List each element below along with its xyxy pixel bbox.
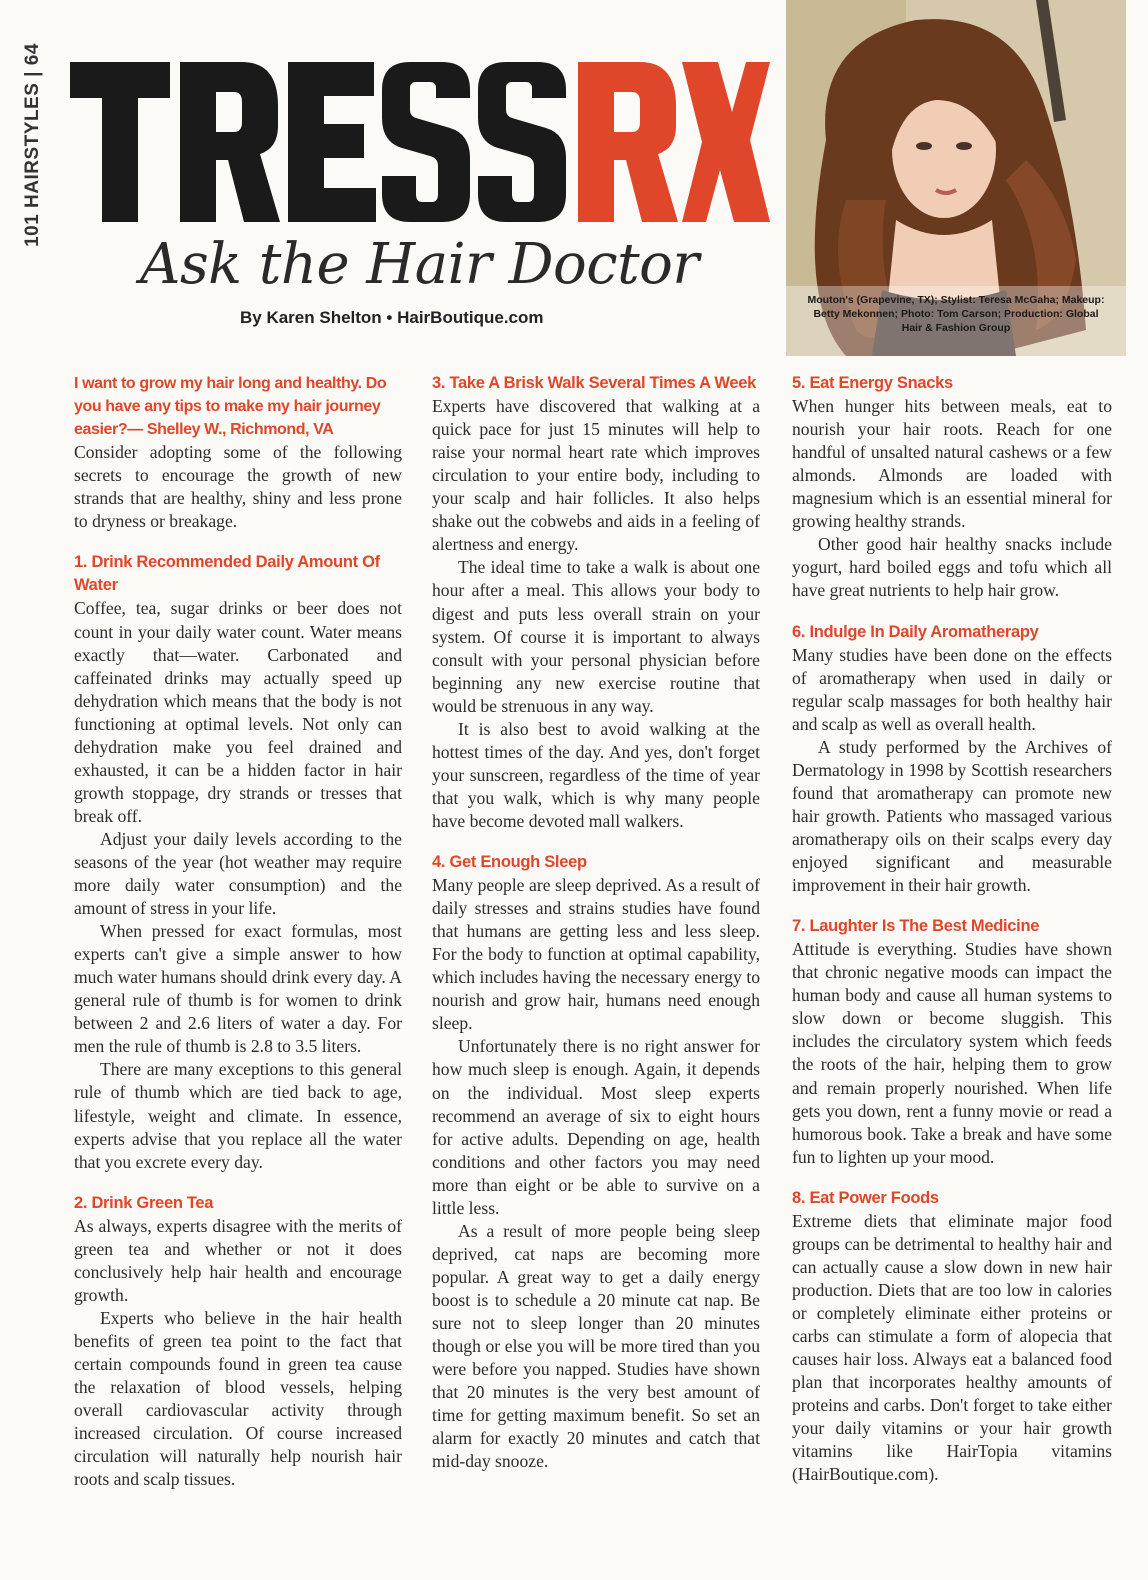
- page-subtitle: Ask the Hair Doctor: [140, 232, 699, 297]
- tip-5-paragraph-b: Other good hair healthy snacks include yogurt, hard boiled eggs and tofu which all have great nutrients to help hair grow.: [792, 534, 1112, 601]
- tip-2-heading: 2. Drink Green Tea: [74, 1193, 214, 1212]
- article-column-2: [432, 372, 760, 1473]
- tip-3-paragraph-a: Experts have discovered that walking at a quick pace for just 15 minutes will help to raise your normal heart rate which improves circulation to your entire body, including to your scalp and hair follicles. It also helps shake out the cobwebs and aids in a feeling of alertness and energy.: [432, 396, 760, 555]
- tip-3-paragraph-b: The ideal time to take a walk is about one hour after a meal. This allows your body to digest and puts less overall strain on your system. Of course it is important to always consult with your personal physician before beginning any new exercise routine that would be strenuous in any way.: [432, 557, 760, 716]
- tip-1-heading: 1. Drink Recommended Daily Amount Of Water: [74, 553, 380, 595]
- tip-6-paragraph-a: Many studies have been done on the effects of aromatherapy when used in daily or regular scalp massages for both healthy hair and scalp as well as overall health.: [792, 644, 1112, 734]
- folio-text: 101 HAIRSTYLES | 64: [22, 43, 43, 247]
- tip-5-heading: 5. Eat Energy Snacks: [792, 374, 953, 392]
- tip-2-paragraph-b: Experts who believe in the hair health benefits of green tea point to the fact that certain compounds found in green tea cause the relaxation of blood vessels, helping overall cardiovascular activity through increased circulation. Of course increased circulation will naturally help nourish hair roots and scalp tissues.: [74, 1307, 402, 1490]
- tip-4-paragraph-a: Many people are sleep deprived. As a result of daily stresses and strains studies have found that humans are getting less and less sleep. For the body to function at optimal capability, which includes having the necessary energy to nourish and grow hair, humans need enough sleep.: [432, 875, 760, 1034]
- tip-4-paragraph-c: As a result of more people being sleep deprived, cat naps are becoming more popular. A great way to get a daily energy boost is to schedule a 20 minute cat nap. Be sure not to sleep longer than 20 minutes though or else you will be more tired than you were before you napped. Studies have shown that 20 minutes is the very best amount of time for getting maximum benefit. So set an alarm for exactly 20 minutes and catch that mid-day snooze.: [432, 1220, 760, 1472]
- logo-glyph-e1: [288, 62, 376, 222]
- tip-1-paragraph-b: Adjust your daily levels according to the seasons of the year (hot weather may require more daily water consumption) and the amount of stress in your life.: [74, 828, 402, 919]
- tip-1-paragraph-d: There are many exceptions to this general rule of thumb which are tied back to age, lifestyle, weight and climate. In essence, experts advise that you replace all the water that you excrete every day.: [74, 1059, 402, 1172]
- logo-glyph-s1: [382, 62, 470, 222]
- reader-question: I want to grow my hair long and healthy. Do you have any tips to make my hair journey easier?— Shelley W., Richmond, VA: [74, 375, 387, 439]
- tip-3-heading: 3. Take A Brisk Walk Several Times A Week: [432, 374, 756, 392]
- logo-glyph-s2: [478, 62, 566, 222]
- tip-4-heading: 4. Get Enough Sleep: [432, 852, 587, 871]
- photo-credit: Mouton's (Grapevine, TX); Stylist: Teresa McGaha; Makeup: Betty Mekonnen; Photo: Tom Carson; Production: Global Hair & Fashion Group: [807, 294, 1105, 334]
- logo-glyph-r2: [578, 62, 678, 222]
- logo-letters-tress: [70, 62, 566, 222]
- tip-5-paragraph-a: When hunger hits between meals, eat to nourish your hair roots. Reach for one handful of unsalted natural cashews or a few almonds. Almonds are loaded with magnesium which is an essential mineral for growing healthy strands.: [792, 396, 1112, 532]
- logo-glyph-t1: [70, 62, 170, 222]
- tip-3-paragraph-c: It is also best to avoid walking at the hottest times of the day. And yes, don't forget your sunscreen, regardless of the time of year that you walk, which is why many people have become devoted mall walkers.: [432, 718, 760, 831]
- tip-8-paragraph-a: Extreme diets that eliminate major food groups can be detrimental to healthy hair and can actually cause a slow down in new hair production. Diets that are too low in calories or completely eliminate either proteins or carbs can stimulate a form of alopecia that causes hair loss. Always eat a balanced food plan that incorporates healthy amounts of proteins and carbs. Don't forget to take either your daily vitamins or your hair growth vitamins like HairTopia vitamins (HairBoutique.com).: [792, 1210, 1112, 1485]
- logo-glyph-x: [682, 62, 770, 222]
- tip-1-paragraph-c: When pressed for exact formulas, most experts can't give a simple answer to how much water humans should drink every day. A general rule of thumb is for women to drink between 2 and 2.6 liters of water a day. For men the rule of thumb is 2.8 to 3.5 liters.: [74, 921, 402, 1057]
- tip-6-paragraph-b: A study performed by the Archives of Dermatology in 1998 by Scottish researchers found that aromatherapy can promote new hair growth. Patients who massaged various aromatherapy oils on their scalps every day enjoyed significant and measurable improvement in their hair growth.: [792, 736, 1112, 896]
- tip-8-heading: 8. Eat Power Foods: [792, 1188, 939, 1207]
- article-column-1: [74, 372, 402, 1491]
- byline: By Karen Shelton • HairBoutique.com: [240, 308, 544, 327]
- logo-glyph-r1: [180, 62, 280, 222]
- tip-4-paragraph-b: Unfortunately there is no right answer for how much sleep is enough. Again, it depends on the individual. Most sleep experts recommend an average of six to eight hours for active adults. Depending on age, health conditions and other factors you may need more than eight or be able to survive on a little less.: [432, 1036, 760, 1218]
- page-folio: [16, 30, 50, 260]
- masthead-logo-graphic: [70, 44, 770, 244]
- tip-2-paragraph-a: As always, experts disagree with the merits of green tea and whether or not it does conclusively help hair health and encourage growth.: [74, 1215, 402, 1305]
- logo-letters-rx: [578, 62, 770, 222]
- model-photo: [786, 0, 1126, 356]
- tip-6-heading: 6. Indulge In Daily Aromatherapy: [792, 622, 1039, 641]
- tip-7-heading: 7. Laughter Is The Best Medicine: [792, 917, 1040, 936]
- article-column-3: [792, 372, 1112, 1486]
- masthead-logo: [70, 44, 770, 244]
- tip-7-paragraph-a: Attitude is everything. Studies have shown that chronic negative moods can impact the human body and cause all human systems to slow down or become sluggish. This includes the circulatory system which feeds the roots of the hair, helping them to grow and remain properly nourished. When life gets you down, rent a funny movie or read a humorous book. Take a break and have some fun to lighten up your mood.: [792, 939, 1112, 1167]
- intro-paragraph: Consider adopting some of the following secrets to encourage the growth of new strands that are healthy, shiny and less prone to dryness or breakage.: [74, 442, 402, 532]
- tip-1-paragraph-a: Coffee, tea, sugar drinks or beer does not count in your daily water count. Water means exactly that—water. Carbonated and caffeinated drinks may actually speed up dehydration which means that the body is not functioning at optimal levels. Not only can dehydration make you feel drained and exhausted, it can be a hidden factor in hair growth stoppage, dry strands or tresses that break off.: [74, 598, 402, 826]
